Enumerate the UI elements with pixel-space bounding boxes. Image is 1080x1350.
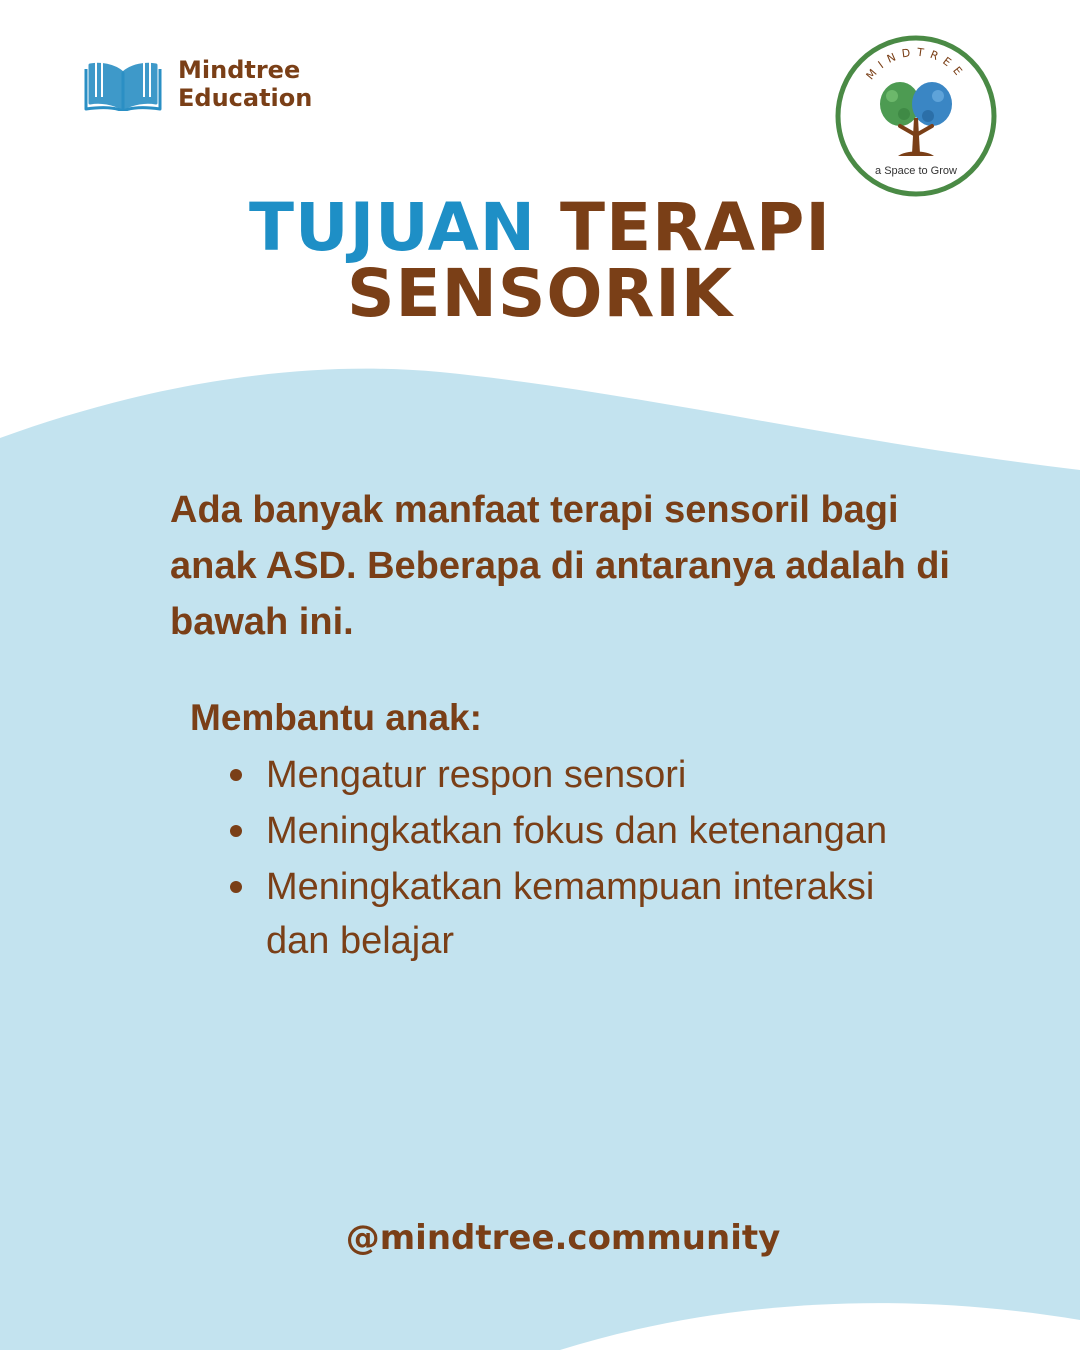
social-handle: @mindtree.community — [345, 1218, 781, 1258]
bullet-icon — [230, 769, 242, 781]
open-book-icon — [84, 57, 162, 111]
benefits-heading: Membantu anak: — [190, 697, 482, 738]
list-item-text: Meningkatkan fokus dan ketenangan — [266, 810, 888, 852]
list-item-text: Mengatur respon sensori — [266, 754, 687, 796]
brand-name-line2: Education — [178, 84, 313, 112]
seal-tagline: a Space to Grow — [875, 165, 957, 177]
intro-paragraph: Ada banyak manfaat terapi sensoril bagi anak ASD. Beberapa di antaranya adalah di bawah ini. — [170, 489, 950, 643]
list-item-text: Meningkatkan kemampuan interaksi dan belajar — [266, 866, 875, 962]
seal-arc-text: MINDTREE — [863, 45, 969, 83]
brand-header — [84, 56, 312, 112]
title-word-blue: TUJUAN — [249, 189, 537, 266]
brand-name-line1: Mindtree — [178, 56, 301, 84]
page-title — [0, 189, 1080, 332]
bullet-icon — [230, 881, 242, 893]
title-line1 — [0, 189, 1080, 266]
list-item — [226, 748, 946, 802]
title-word-brown: TERAPI — [560, 189, 831, 266]
brand-name — [178, 56, 312, 112]
list-item — [226, 860, 946, 968]
benefits-list — [226, 748, 946, 970]
list-item — [226, 804, 946, 858]
bullet-icon — [230, 825, 242, 837]
brain-tree-logo — [834, 34, 998, 198]
title-line2: SENSORIK — [346, 255, 734, 332]
